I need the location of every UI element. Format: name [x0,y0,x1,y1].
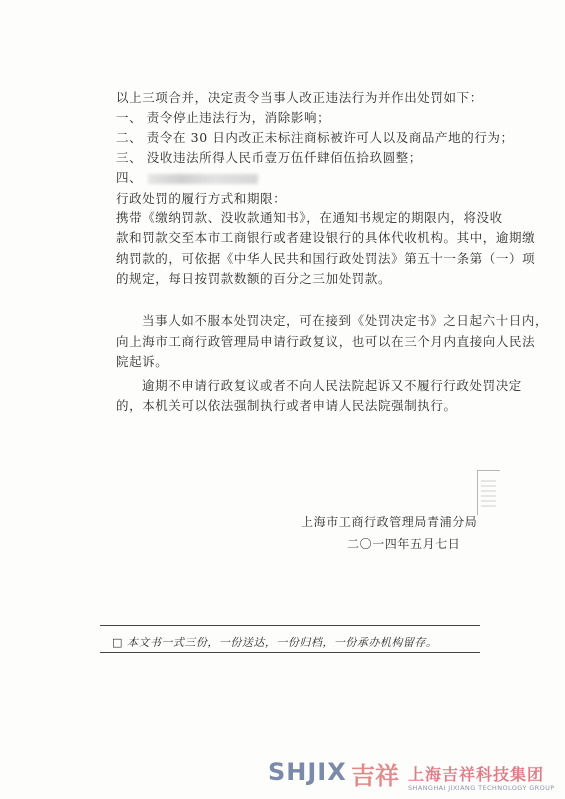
checkbox-icon: □ [112,636,123,649]
body-line: 向上海市工商行政管理局申请行政复议，也可以在三个月内直接向人民法 [116,334,536,349]
footnote-text: 本文书一式三份，一份送达，一份归档，一份承办机构留存。 [126,636,438,649]
body-line: 纳罚款的，可依据《中华人民共和国行政处罚法》第五十一条第（一）项 [116,251,536,266]
logo-company-en: SHANGHAI JIXIANG TECHNOLOGY GROUP [408,784,555,792]
issue-date: 二〇一四年五月七日 [347,537,461,551]
body-line: 院起诉。 [116,354,169,369]
body-line: 行政处罚的履行方式和期限： [116,191,287,206]
issuing-authority: 上海市工商行政管理局青浦分局 [301,515,478,529]
body-line: 三、 没收违法所得人民币壹万伍仟肆佰伍拾玖圆整； [116,150,422,165]
footnote-rule [100,625,480,626]
body-line [116,170,258,186]
logo-brand: 吉祥 [351,762,399,790]
body-line: 当事人如不服本处罚决定，可在接到《处罚决定书》之日起六十日内， [142,313,549,328]
footnote-rule-bottom [100,652,480,653]
logo-latin: SHJIX [268,758,347,786]
body-line: 款和罚款交至本市工商银行或者建设银行的具体代收机构。其中，逾期缴 [116,230,536,245]
body-line: 逾期不申请行政复议或者不向人民法院起诉又不履行行政处罚决定 [142,378,522,393]
company-logo [268,758,558,794]
body-line: 的规定，每日按罚款数额的百分之三加处罚款。 [116,271,392,286]
body-line: 二、 责令在 30 日内改正未标注商标被许可人以及商品产地的行为； [116,130,514,145]
body-line: 的，本机关可以依法强制执行或者申请人民法院强制执行。 [116,398,457,413]
logo-company-cn: 上海吉祥科技集团 [408,765,545,784]
body-line: 一、 责令停止违法行为，消除影响； [116,110,331,125]
body-line: 以上三项合并，决定责令当事人改正违法行为并作出处罚如下： [116,90,483,105]
body-line: 携带《缴纳罚款、没收款通知书》，在通知书规定的期限内，将没收 [116,210,503,225]
item-four-label: 四、 [116,170,143,185]
footnote [112,634,437,650]
seal-stamp [477,470,500,515]
redacted-text [148,174,258,184]
